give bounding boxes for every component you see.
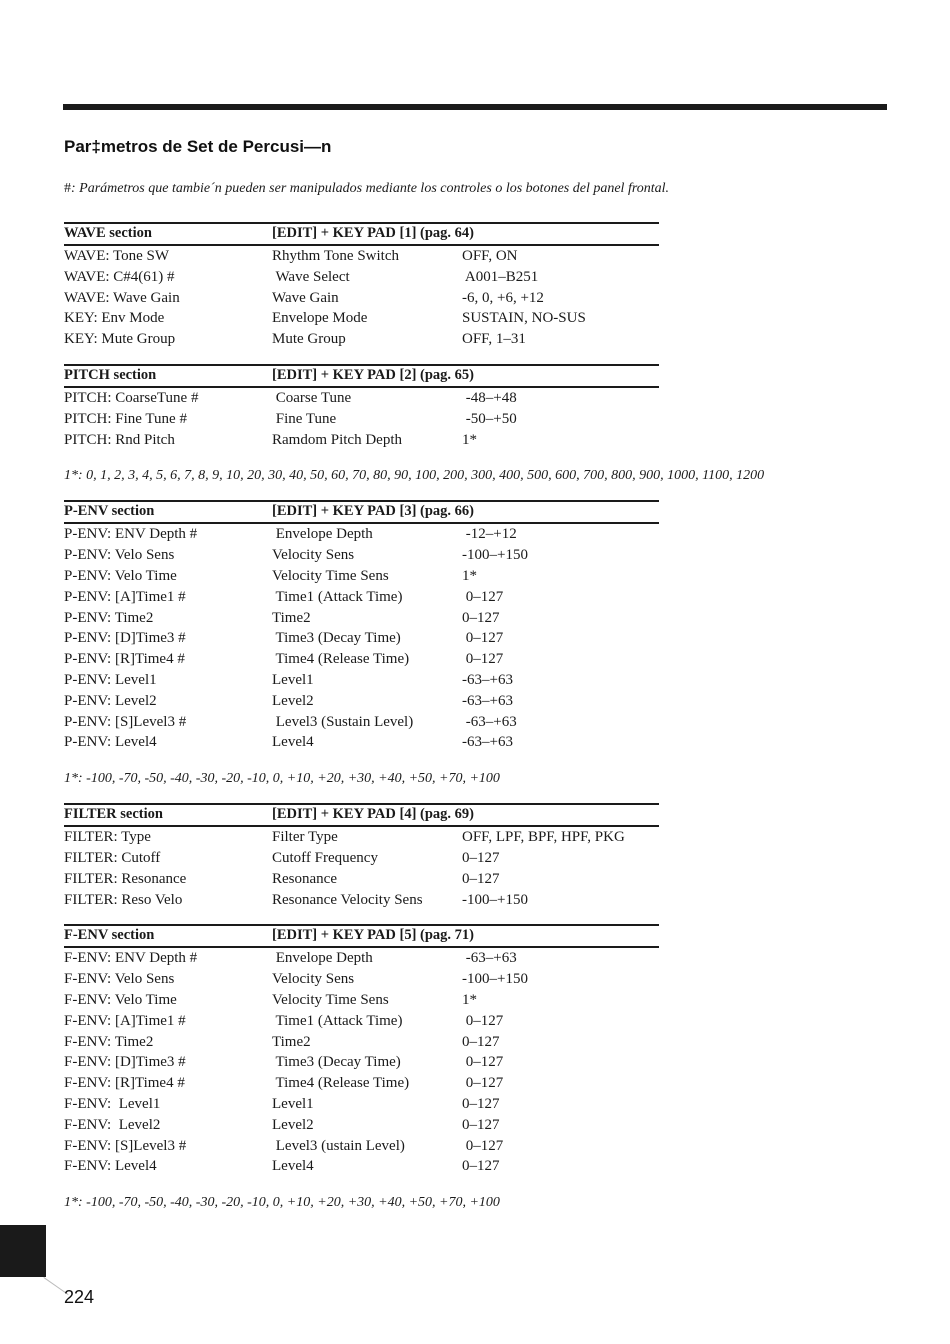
section-name: WAVE section	[64, 225, 152, 241]
section-3	[64, 803, 659, 924]
cell-value: 0–127	[462, 1116, 500, 1133]
top-rule	[63, 104, 887, 110]
cell-parameter: F-ENV: Level2	[64, 1116, 161, 1133]
cell-parameter: FILTER: Type	[64, 829, 151, 846]
cell-parameter: KEY: Mute Group	[64, 331, 176, 348]
table-row	[64, 1136, 659, 1157]
section-shortcut: [EDIT] + KEY PAD [3] (pag. 66)	[272, 503, 474, 520]
cell-description: Level3 (Sustain Level)	[272, 713, 414, 730]
table-row	[64, 827, 659, 848]
cell-description: Envelope Depth	[272, 950, 373, 967]
cell-value: 0–127	[462, 651, 504, 668]
cell-description: Filter Type	[272, 829, 338, 846]
cell-parameter: P-ENV: [S]Level3 #	[64, 713, 187, 730]
table-row	[64, 1094, 659, 1115]
cell-parameter: F-ENV: Level4	[64, 1158, 157, 1175]
cell-value: -63–+63	[462, 950, 517, 967]
cell-description: Level4	[272, 1158, 314, 1175]
cell-description: Resonance	[272, 870, 337, 887]
cell-value: OFF, 1–31	[462, 331, 526, 348]
cell-value: SUSTAIN, NO-SUS	[462, 310, 586, 327]
section-footnote: 1*: -100, -70, -50, -40, -30, -20, -10, 0, +10, +20, +30, +40, +50, +70, +100	[64, 771, 500, 787]
cell-value: -100–+150	[462, 971, 528, 988]
cell-parameter: P-ENV: Level2	[64, 692, 157, 709]
table-row	[64, 890, 659, 911]
cell-parameter: FILTER: Resonance	[64, 870, 187, 887]
cell-description: Fine Tune	[272, 410, 337, 427]
table-row	[64, 691, 659, 712]
table-row	[64, 1052, 659, 1073]
table-row	[64, 1115, 659, 1136]
cell-description: Velocity Sens	[272, 547, 355, 564]
cell-description: Rhythm Tone Switch	[272, 248, 400, 264]
cell-value: OFF, ON	[462, 248, 518, 264]
cell-parameter: F-ENV: [S]Level3 #	[64, 1137, 187, 1154]
cell-description: Level4	[272, 734, 314, 751]
table-row	[64, 430, 659, 451]
table-row	[64, 587, 659, 608]
table-row	[64, 388, 659, 409]
cell-description: Velocity Time Sens	[272, 991, 389, 1008]
cell-description: Level2	[272, 1116, 314, 1133]
cell-value: -50–+50	[462, 410, 517, 427]
cell-parameter: WAVE: C#4(61) #	[64, 268, 175, 285]
cell-value: -63–+63	[462, 734, 513, 751]
cell-parameter: KEY: Env Mode	[64, 310, 165, 327]
cell-value: 0–127	[462, 1137, 504, 1154]
cell-description: Coarse Tune	[272, 389, 352, 406]
cell-value: 1*	[462, 991, 477, 1008]
cell-description: Time2	[272, 609, 311, 626]
table-row	[64, 670, 659, 691]
cell-description: Time1 (Attack Time)	[272, 588, 403, 605]
cell-description: Envelope Depth	[272, 526, 373, 543]
cell-parameter: P-ENV: Velo Sens	[64, 547, 175, 564]
section-shortcut: [EDIT] + KEY PAD [1] (pag. 64)	[272, 225, 474, 241]
cell-description: Wave Gain	[272, 289, 339, 306]
cell-description: Time3 (Decay Time)	[272, 630, 401, 647]
cell-value: -12–+12	[462, 526, 517, 543]
section-header	[64, 803, 659, 827]
cell-parameter: P-ENV: Level1	[64, 671, 157, 688]
cell-parameter: P-ENV: Time2	[64, 609, 154, 626]
cell-parameter: F-ENV: Velo Sens	[64, 971, 175, 988]
cell-parameter: P-ENV: [R]Time4 #	[64, 651, 185, 668]
cell-parameter: WAVE: Tone SW	[64, 248, 170, 264]
cell-parameter: F-ENV: Level1	[64, 1095, 161, 1112]
cell-parameter: F-ENV: Time2	[64, 1033, 154, 1050]
table-row	[64, 1073, 659, 1094]
table-row	[64, 545, 659, 566]
table-row	[64, 246, 659, 267]
table-row	[64, 308, 659, 329]
cell-value: -63–+63	[462, 713, 517, 730]
section-header	[64, 364, 659, 388]
table-row	[64, 409, 659, 430]
cell-description: Time1 (Attack Time)	[272, 1012, 403, 1029]
table-row	[64, 288, 659, 309]
cell-value: 0–127	[462, 1095, 500, 1112]
cell-description: Envelope Mode	[272, 310, 368, 327]
section-header	[64, 222, 659, 246]
section-0	[64, 222, 659, 364]
cell-description: Wave Select	[272, 268, 350, 285]
cell-parameter: FILTER: Reso Velo	[64, 891, 183, 908]
intro-note	[64, 181, 669, 197]
cell-value: 1*	[462, 431, 477, 448]
section-name: FILTER section	[64, 806, 163, 823]
section-name: F-ENV section	[64, 927, 155, 944]
table-row	[64, 608, 659, 629]
cell-description: Time2	[272, 1033, 311, 1050]
cell-description: Velocity Sens	[272, 971, 355, 988]
cell-parameter: P-ENV: ENV Depth #	[64, 526, 198, 543]
cell-value: -63–+63	[462, 671, 513, 688]
page-title: Par‡metros de Set de Percusi—n	[64, 137, 332, 156]
table-row	[64, 848, 659, 869]
cell-description: Level2	[272, 692, 314, 709]
cell-value: 0–127	[462, 870, 500, 887]
page-tab-marker	[0, 1225, 46, 1277]
cell-description: Resonance Velocity Sens	[272, 891, 423, 908]
section-shortcut: [EDIT] + KEY PAD [5] (pag. 71)	[272, 927, 474, 944]
table-row	[64, 649, 659, 670]
cell-description: Cutoff Frequency	[272, 849, 378, 866]
cell-value: -100–+150	[462, 547, 528, 564]
table-row	[64, 566, 659, 587]
table-row	[64, 869, 659, 890]
cell-value: 0–127	[462, 1033, 500, 1050]
table-row	[64, 1156, 659, 1177]
table-row	[64, 1032, 659, 1053]
cell-value: -100–+150	[462, 891, 528, 908]
note-marker: #	[64, 181, 71, 196]
cell-value: 0–127	[462, 1158, 500, 1175]
section-4	[64, 924, 659, 1213]
cell-value: -6, 0, +6, +12	[462, 289, 544, 306]
cell-value: 1*	[462, 567, 477, 584]
section-shortcut: [EDIT] + KEY PAD [4] (pag. 69)	[272, 806, 474, 823]
cell-parameter: P-ENV: [A]Time1 #	[64, 588, 186, 605]
cell-value: 0–127	[462, 1012, 504, 1029]
cell-description: Mute Group	[272, 331, 346, 348]
cell-description: Time3 (Decay Time)	[272, 1054, 401, 1071]
cell-parameter: PITCH: Rnd Pitch	[64, 431, 175, 448]
cell-value: -63–+63	[462, 692, 513, 709]
cell-description: Time4 (Release Time)	[272, 1075, 410, 1092]
cell-value: 0–127	[462, 630, 504, 647]
cell-parameter: P-ENV: Level4	[64, 734, 157, 751]
table-row	[64, 1011, 659, 1032]
page-number: 224	[64, 1287, 95, 1307]
cell-description: Level3 (ustain Level)	[272, 1137, 405, 1154]
section-header	[64, 500, 659, 524]
cell-description: Ramdom Pitch Depth	[272, 431, 402, 448]
cell-parameter: F-ENV: [A]Time1 #	[64, 1012, 186, 1029]
cell-value: 0–127	[462, 609, 500, 626]
cell-description: Velocity Time Sens	[272, 567, 389, 584]
table-row	[64, 267, 659, 288]
section-2	[64, 500, 659, 803]
cell-value: A001–B251	[462, 268, 539, 285]
cell-parameter: P-ENV: [D]Time3 #	[64, 630, 186, 647]
cell-value: -48–+48	[462, 389, 517, 406]
cell-parameter: PITCH: Fine Tune #	[64, 410, 187, 427]
cell-value: 0–127	[462, 1075, 504, 1092]
table-row	[64, 948, 659, 969]
table-row	[64, 712, 659, 733]
cell-description: Time4 (Release Time)	[272, 651, 410, 668]
cell-value: 0–127	[462, 849, 500, 866]
table-row	[64, 329, 659, 350]
cell-parameter: F-ENV: Velo Time	[64, 991, 177, 1008]
section-shortcut: [EDIT] + KEY PAD [2] (pag. 65)	[272, 366, 474, 383]
cell-parameter: F-ENV: ENV Depth #	[64, 950, 198, 967]
cell-value: 0–127	[462, 588, 504, 605]
cell-parameter: FILTER: Cutoff	[64, 849, 161, 866]
table-row	[64, 969, 659, 990]
cell-value: 0–127	[462, 1054, 504, 1071]
cell-parameter: P-ENV: Velo Time	[64, 567, 177, 584]
table-row	[64, 732, 659, 753]
section-name: PITCH section	[64, 366, 157, 383]
cell-value: OFF, LPF, BPF, HPF, PKG	[462, 829, 625, 846]
table-row	[64, 524, 659, 545]
cell-parameter: F-ENV: [D]Time3 #	[64, 1054, 186, 1071]
section-name: P-ENV section	[64, 503, 155, 520]
section-1	[64, 364, 765, 500]
cell-description: Level1	[272, 671, 314, 688]
cell-parameter: PITCH: CoarseTune #	[64, 389, 199, 406]
note-text: : Parámetros que tambie´n pueden ser manipulados mediante los controles o los botones del panel frontal.	[71, 181, 670, 196]
cell-parameter: F-ENV: [R]Time4 #	[64, 1075, 185, 1092]
cell-description: Level1	[272, 1095, 314, 1112]
cell-parameter: WAVE: Wave Gain	[64, 289, 180, 306]
table-row	[64, 990, 659, 1011]
section-header	[64, 924, 659, 948]
section-footnote: 1*: -100, -70, -50, -40, -30, -20, -10, 0, +10, +20, +30, +40, +50, +70, +100	[64, 1195, 500, 1211]
parameter-sections	[64, 222, 765, 1213]
section-footnote: 1*: 0, 1, 2, 3, 4, 5, 6, 7, 8, 9, 10, 20, 30, 40, 50, 60, 70, 80, 90, 100, 200, 300, 400, 500, 600, 700, 800, 900, 1000, 1100, 1200	[64, 468, 765, 484]
table-row	[64, 628, 659, 649]
